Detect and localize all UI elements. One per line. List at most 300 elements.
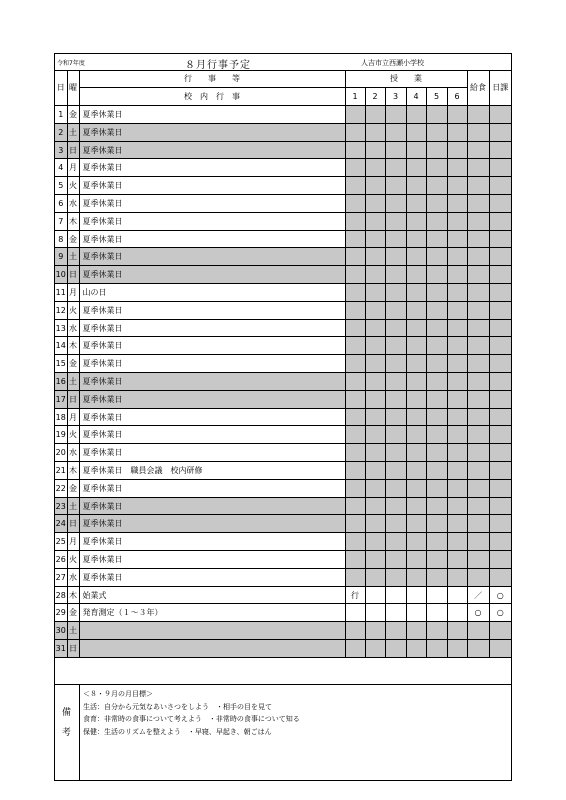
day-row <box>55 622 511 640</box>
day-number: 6 <box>55 195 67 213</box>
period-cell <box>385 230 406 248</box>
lunch-cell <box>467 497 489 515</box>
diary-cell <box>489 479 511 497</box>
lunch-cell <box>467 390 489 408</box>
period-cell <box>385 301 406 319</box>
period-cell: 行 <box>345 586 365 604</box>
day-number: 7 <box>55 212 67 230</box>
period-cell <box>447 284 467 302</box>
weekday: 水 <box>67 444 79 462</box>
day-number: 22 <box>55 479 67 497</box>
period-cell <box>406 408 426 426</box>
lunch-cell <box>467 141 489 159</box>
period-cell <box>406 337 426 355</box>
col-period-2: 2 <box>365 88 385 106</box>
weekday: 土 <box>67 373 79 391</box>
lunch-cell <box>467 301 489 319</box>
period-cell <box>365 444 385 462</box>
period-cell <box>406 106 426 124</box>
diary-cell: ○ <box>489 604 511 622</box>
lunch-cell: ○ <box>467 604 489 622</box>
remarks-line: 保健：生活のリズムを整えよう ・早寝、早起き、朝ごはん <box>83 727 272 736</box>
event-text: 夏季休業日 <box>79 141 345 159</box>
event-text: 夏季休業日 <box>79 230 345 248</box>
period-cell <box>406 533 426 551</box>
col-classes-header: 授 業 <box>345 70 467 88</box>
period-cell <box>426 248 447 266</box>
day-row <box>55 551 511 569</box>
period-cell <box>385 515 406 533</box>
period-cell <box>426 551 447 569</box>
period-cell <box>406 159 426 177</box>
day-row <box>55 604 511 622</box>
period-cell <box>426 622 447 640</box>
lunch-cell <box>467 426 489 444</box>
period-cell <box>426 177 447 195</box>
day-row <box>55 248 511 266</box>
period-cell <box>426 141 447 159</box>
diary-cell <box>489 212 511 230</box>
period-cell <box>406 390 426 408</box>
period-cell <box>385 604 406 622</box>
header-row-2 <box>55 88 511 106</box>
event-text: 夏季休業日 <box>79 479 345 497</box>
period-cell <box>385 319 406 337</box>
period-cell <box>447 123 467 141</box>
remarks-section <box>55 684 511 781</box>
remarks-label: 備 考 <box>55 685 80 781</box>
period-cell <box>345 337 365 355</box>
period-cell <box>365 355 385 373</box>
period-cell <box>345 301 365 319</box>
day-row <box>55 266 511 284</box>
period-cell <box>406 568 426 586</box>
period-cell <box>365 195 385 213</box>
diary-cell <box>489 141 511 159</box>
period-cell <box>385 266 406 284</box>
event-text: 夏季休業日 <box>79 266 345 284</box>
period-cell <box>447 426 467 444</box>
day-number: 10 <box>55 266 67 284</box>
period-cell <box>447 551 467 569</box>
day-row <box>55 195 511 213</box>
period-cell <box>426 497 447 515</box>
lunch-cell <box>467 444 489 462</box>
day-row <box>55 123 511 141</box>
lunch-cell <box>467 462 489 480</box>
day-row <box>55 568 511 586</box>
day-row <box>55 373 511 391</box>
period-cell <box>365 373 385 391</box>
event-text <box>79 640 345 658</box>
period-cell <box>426 355 447 373</box>
event-text: 夏季休業日 <box>79 426 345 444</box>
diary-cell <box>489 248 511 266</box>
period-cell <box>426 195 447 213</box>
period-cell <box>426 301 447 319</box>
day-row <box>55 515 511 533</box>
period-cell <box>426 462 447 480</box>
col-events-header: 行 事 等 <box>79 70 345 88</box>
period-cell <box>365 266 385 284</box>
period-cell <box>365 319 385 337</box>
period-cell <box>426 479 447 497</box>
period-cell <box>345 319 365 337</box>
remarks-line: 食育：非常時の食事について考えよう ・非常時の食事について知る <box>83 715 300 723</box>
period-cell <box>345 426 365 444</box>
period-cell <box>345 622 365 640</box>
period-cell <box>406 586 426 604</box>
event-text: 夏季休業日 <box>79 515 345 533</box>
event-text: 発育測定（１～３年） <box>79 604 345 622</box>
weekday: 土 <box>67 123 79 141</box>
period-cell <box>447 337 467 355</box>
period-cell <box>385 408 406 426</box>
schedule-sheet <box>54 53 512 781</box>
period-cell <box>447 355 467 373</box>
day-row <box>55 408 511 426</box>
school-name: 人吉市立西瀬小学校 <box>361 59 424 67</box>
diary-cell <box>489 106 511 124</box>
period-cell <box>406 640 426 658</box>
period-cell <box>447 212 467 230</box>
period-cell <box>447 622 467 640</box>
period-cell <box>385 123 406 141</box>
period-cell <box>365 230 385 248</box>
diary-cell <box>489 319 511 337</box>
period-cell <box>345 141 365 159</box>
diary-cell <box>489 373 511 391</box>
weekday: 木 <box>67 586 79 604</box>
period-cell <box>447 106 467 124</box>
period-cell <box>406 622 426 640</box>
period-cell <box>447 568 467 586</box>
period-cell <box>345 479 365 497</box>
period-cell <box>345 551 365 569</box>
day-row <box>55 586 511 604</box>
period-cell <box>406 123 426 141</box>
period-cell <box>447 230 467 248</box>
period-cell <box>447 533 467 551</box>
lunch-cell <box>467 319 489 337</box>
era-year: 令和7年度 <box>57 60 85 67</box>
period-cell <box>447 390 467 408</box>
weekday: 水 <box>67 568 79 586</box>
day-row <box>55 319 511 337</box>
diary-cell <box>489 551 511 569</box>
event-text: 夏季休業日 <box>79 195 345 213</box>
day-row <box>55 479 511 497</box>
diary-cell <box>489 390 511 408</box>
period-cell <box>385 177 406 195</box>
diary-cell <box>489 408 511 426</box>
diary-cell <box>489 640 511 658</box>
lunch-cell <box>467 640 489 658</box>
period-cell <box>447 479 467 497</box>
period-cell <box>365 177 385 195</box>
event-text: 始業式 <box>79 586 345 604</box>
period-cell <box>365 106 385 124</box>
period-cell <box>385 284 406 302</box>
period-cell <box>365 337 385 355</box>
period-cell <box>345 568 365 586</box>
diary-cell <box>489 426 511 444</box>
event-text: 夏季休業日 職員会議 校内研修 <box>79 462 345 480</box>
period-cell <box>345 266 365 284</box>
day-row <box>55 301 511 319</box>
period-cell <box>426 533 447 551</box>
period-cell <box>406 141 426 159</box>
weekday: 月 <box>67 284 79 302</box>
event-text: 夏季休業日 <box>79 444 345 462</box>
lunch-cell <box>467 568 489 586</box>
day-row <box>55 159 511 177</box>
period-cell <box>385 497 406 515</box>
period-cell <box>426 444 447 462</box>
weekday: 土 <box>67 622 79 640</box>
period-cell <box>447 586 467 604</box>
day-row <box>55 177 511 195</box>
day-number: 30 <box>55 622 67 640</box>
day-number: 31 <box>55 640 67 658</box>
weekday: 金 <box>67 106 79 124</box>
period-cell <box>385 568 406 586</box>
day-number: 23 <box>55 497 67 515</box>
lunch-cell <box>467 212 489 230</box>
day-number: 5 <box>55 177 67 195</box>
period-cell <box>365 390 385 408</box>
day-row <box>55 284 511 302</box>
col-date: 日 <box>55 70 67 106</box>
period-cell <box>385 533 406 551</box>
day-number: 4 <box>55 159 67 177</box>
period-cell <box>447 497 467 515</box>
col-weekday: 曜 <box>67 70 79 106</box>
period-cell <box>426 123 447 141</box>
period-cell <box>365 622 385 640</box>
diary-cell <box>489 462 511 480</box>
event-text: 夏季休業日 <box>79 301 345 319</box>
weekday: 火 <box>67 426 79 444</box>
period-cell <box>385 141 406 159</box>
lunch-cell <box>467 106 489 124</box>
diary-cell <box>489 159 511 177</box>
day-number: 26 <box>55 551 67 569</box>
event-text: 夏季休業日 <box>79 319 345 337</box>
period-cell <box>406 444 426 462</box>
weekday: 木 <box>67 462 79 480</box>
period-cell <box>385 479 406 497</box>
lunch-cell <box>467 408 489 426</box>
day-row <box>55 640 511 658</box>
event-text: 夏季休業日 <box>79 337 345 355</box>
diary-cell <box>489 568 511 586</box>
period-cell <box>426 604 447 622</box>
period-cell <box>426 319 447 337</box>
period-cell <box>426 159 447 177</box>
lunch-cell: ／ <box>467 586 489 604</box>
day-number: 24 <box>55 515 67 533</box>
diary-cell <box>489 355 511 373</box>
remarks-line: ＜８・９月の月目標＞ <box>83 690 153 698</box>
period-cell <box>345 640 365 658</box>
weekday: 火 <box>67 551 79 569</box>
period-cell <box>345 462 365 480</box>
period-cell <box>447 195 467 213</box>
period-cell <box>447 177 467 195</box>
day-number: 16 <box>55 373 67 391</box>
event-text <box>79 622 345 640</box>
period-cell <box>385 586 406 604</box>
period-cell <box>345 230 365 248</box>
weekday: 土 <box>67 248 79 266</box>
lunch-cell <box>467 195 489 213</box>
period-cell <box>365 497 385 515</box>
period-cell <box>365 604 385 622</box>
period-cell <box>406 301 426 319</box>
event-text: 夏季休業日 <box>79 408 345 426</box>
period-cell <box>365 568 385 586</box>
period-cell <box>385 551 406 569</box>
col-lunch: 給食 <box>467 70 489 106</box>
day-number: 18 <box>55 408 67 426</box>
period-cell <box>365 284 385 302</box>
period-cell <box>385 248 406 266</box>
period-cell <box>426 212 447 230</box>
period-cell <box>345 533 365 551</box>
event-text: 夏季休業日 <box>79 248 345 266</box>
period-cell <box>345 248 365 266</box>
period-cell <box>426 266 447 284</box>
period-cell <box>406 284 426 302</box>
lunch-cell <box>467 230 489 248</box>
weekday: 金 <box>67 604 79 622</box>
period-cell <box>365 301 385 319</box>
period-cell <box>426 230 447 248</box>
period-cell <box>345 159 365 177</box>
day-number: 21 <box>55 462 67 480</box>
period-cell <box>385 444 406 462</box>
period-cell <box>406 212 426 230</box>
period-cell <box>385 373 406 391</box>
lunch-cell <box>467 177 489 195</box>
col-period-5: 5 <box>426 88 447 106</box>
event-text: 夏季休業日 <box>79 497 345 515</box>
period-cell <box>406 462 426 480</box>
period-cell <box>385 390 406 408</box>
period-cell <box>447 444 467 462</box>
remarks-line: 生活：自分から元気なあいさつをしよう ・相手の目を見て <box>83 702 272 711</box>
weekday: 木 <box>67 337 79 355</box>
event-text: 夏季休業日 <box>79 551 345 569</box>
period-cell <box>345 355 365 373</box>
period-cell <box>426 640 447 658</box>
period-cell <box>365 408 385 426</box>
event-text: 夏季休業日 <box>79 533 345 551</box>
lunch-cell <box>467 373 489 391</box>
period-cell <box>426 337 447 355</box>
weekday: 金 <box>67 230 79 248</box>
diary-cell <box>489 515 511 533</box>
period-cell <box>385 337 406 355</box>
period-cell <box>406 551 426 569</box>
day-number: 29 <box>55 604 67 622</box>
day-number: 14 <box>55 337 67 355</box>
lunch-cell <box>467 551 489 569</box>
day-number: 11 <box>55 284 67 302</box>
period-cell <box>365 123 385 141</box>
day-number: 8 <box>55 230 67 248</box>
period-cell <box>406 479 426 497</box>
period-cell <box>426 390 447 408</box>
weekday: 日 <box>67 390 79 408</box>
day-row <box>55 212 511 230</box>
day-number: 9 <box>55 248 67 266</box>
period-cell <box>365 212 385 230</box>
diary-cell <box>489 444 511 462</box>
weekday: 日 <box>67 141 79 159</box>
day-row <box>55 390 511 408</box>
day-number: 15 <box>55 355 67 373</box>
lunch-cell <box>467 515 489 533</box>
period-cell <box>345 604 365 622</box>
lunch-cell <box>467 248 489 266</box>
period-cell <box>406 248 426 266</box>
weekday: 木 <box>67 212 79 230</box>
day-number: 17 <box>55 390 67 408</box>
lunch-cell <box>467 337 489 355</box>
period-cell <box>365 515 385 533</box>
period-cell <box>385 426 406 444</box>
event-text: 夏季休業日 <box>79 106 345 124</box>
period-cell <box>385 462 406 480</box>
lunch-cell <box>467 533 489 551</box>
diary-cell <box>489 497 511 515</box>
col-diary: 日課 <box>489 70 511 106</box>
sheet-header <box>55 54 511 71</box>
diary-cell <box>489 337 511 355</box>
day-row <box>55 444 511 462</box>
schedule-table <box>55 70 511 658</box>
event-text: 夏季休業日 <box>79 568 345 586</box>
period-cell <box>426 586 447 604</box>
event-text: 夏季休業日 <box>79 373 345 391</box>
period-cell <box>365 586 385 604</box>
lunch-cell <box>467 159 489 177</box>
period-cell <box>365 462 385 480</box>
period-cell <box>426 408 447 426</box>
weekday: 月 <box>67 159 79 177</box>
period-cell <box>406 230 426 248</box>
period-cell <box>406 177 426 195</box>
period-cell <box>447 159 467 177</box>
weekday: 月 <box>67 408 79 426</box>
lunch-cell <box>467 622 489 640</box>
period-cell <box>345 195 365 213</box>
period-cell <box>406 355 426 373</box>
day-number: 20 <box>55 444 67 462</box>
period-cell <box>365 479 385 497</box>
period-cell <box>345 497 365 515</box>
period-cell <box>365 426 385 444</box>
period-cell <box>406 515 426 533</box>
period-cell <box>345 515 365 533</box>
day-number: 25 <box>55 533 67 551</box>
weekday: 火 <box>67 301 79 319</box>
period-cell <box>365 248 385 266</box>
day-row <box>55 230 511 248</box>
col-period-4: 4 <box>406 88 426 106</box>
